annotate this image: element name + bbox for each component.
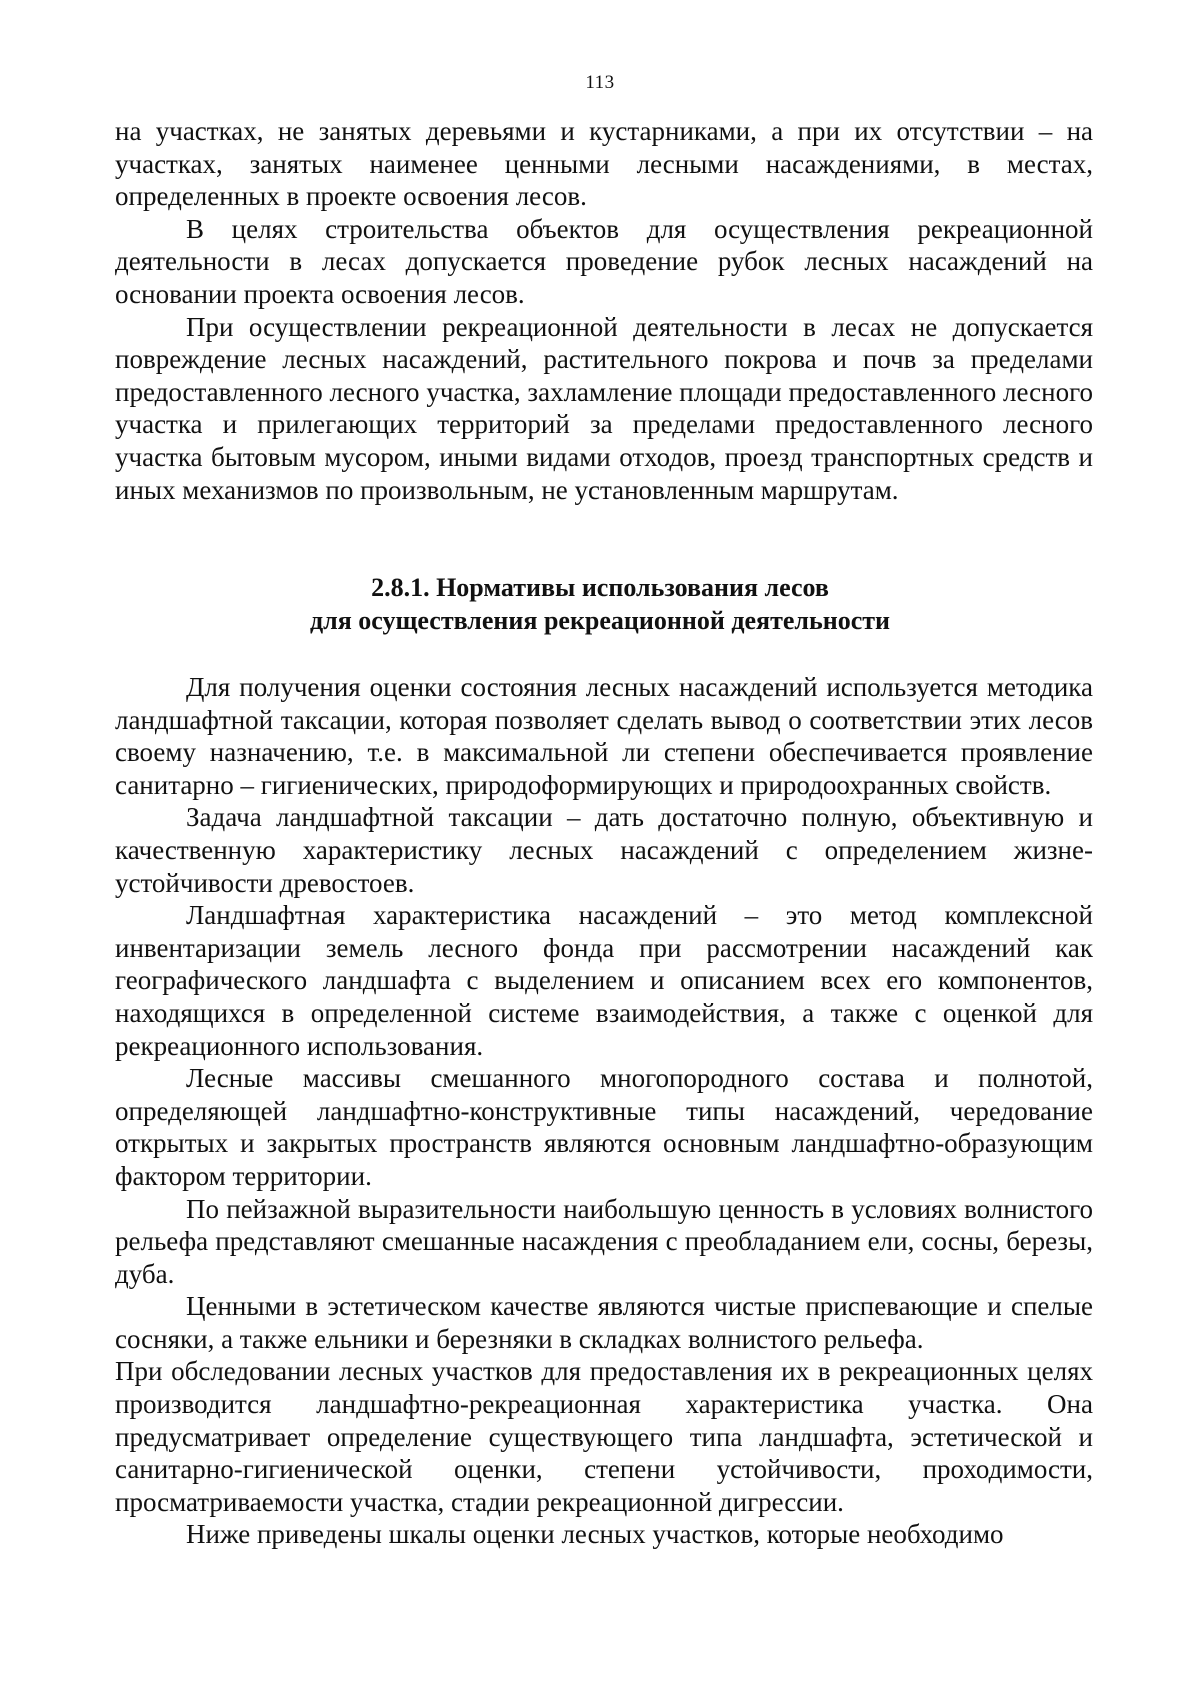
text-block-top (115, 115, 1093, 506)
paragraph: Ценными в эстетическом качестве являются чистые приспевающие и спелые сосняки, а также ельники и березняки в складках волнистого рельефа. (115, 1291, 1093, 1354)
paragraph: При осуществлении рекреационной деятельности в лесах не допускается повреждение лесных насаждений, растительного покрова и почв за пределами предоставленного лесного участка, захламление площади предоставленного лесного участка и прилегающих территорий за пределами предоставленного лесного участка бытовым мусором, иными видами отходов, проезд транспортных средств и иных механизмов по произвольным, не установленным маршрутам. (115, 311, 1093, 505)
section-heading-line: 2.8.1. Нормативы использования лесов (371, 573, 829, 602)
text-block-bottom (115, 671, 1093, 1551)
page-number: 113 (585, 72, 615, 93)
paragraph: Лесные массивы смешанного многопородного состава и полнотой, определяющей ландшафтно-конструктивные типы насаждений, чередование открытых и закрытых пространств являются основным ландшафтно-образующим фактором территории. (115, 1063, 1093, 1191)
paragraph: Ниже приведены шкалы оценки лесных участков, которые необходимо (186, 1519, 1004, 1550)
section-heading-line: для осуществления рекреационной деятельности (309, 606, 891, 635)
section-heading (0, 571, 1200, 637)
paragraph: Для получения оценки состояния лесных насаждений используется методика ландшафтной таксации, которая позволяет сделать вывод о соответствии этих лесов своему назначению, т.е. в максимальной ли степени обеспечивается проявление санитарно – гигиенических, природоформирующих и природоохранных свойств. (115, 672, 1093, 800)
paragraph: В целях строительства объектов для осуществления рекреационной деятельности в лесах допускается проведение рубок лесных насаждений на основании проекта освоения лесов. (115, 213, 1093, 309)
paragraph: Задача ландшафтной таксации – дать достаточно полную, объективную и качественную характеристику лесных насаждений с определением жизне-устойчивости древостоев. (115, 802, 1093, 898)
paragraph: Ландшафтная характеристика насаждений – это метод комплексной инвентаризации земель лесного фонда при рассмотрении насаждений как географического ландшафта с выделением и описанием всех его компонентов, находящихся в определенной системе взаимодействия, а также с оценкой для рекреационного использования. (115, 900, 1093, 1061)
paragraph: При обследовании лесных участков для предоставления их в рекреационных целях производится ландшафтно-рекреационная характеристика участка. Она предусматривает определение существующего типа ландшафта, эстетической и санитарно-гигиенической оценки, степени устойчивости, проходимости, просматриваемости участка, стадии рекреационной дигрессии. (115, 1356, 1093, 1517)
paragraph: По пейзажной выразительности наибольшую ценность в условиях волнистого рельефа представляют смешанные насаждения с преобладанием ели, сосны, березы, дуба. (115, 1193, 1093, 1289)
paragraph: на участках, не занятых деревьями и кустарниками, а при их отсутствии – на участках, занятых наименее ценными лесными насаждениями, в местах, определенных в проекте освоения лесов. (115, 116, 1093, 212)
